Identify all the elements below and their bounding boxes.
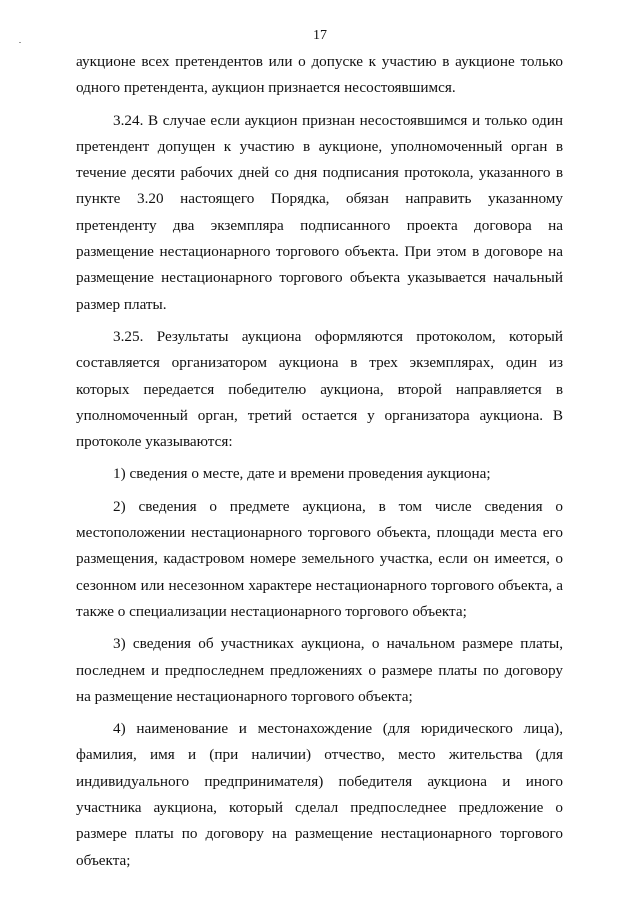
page-number: 17 [313, 28, 327, 43]
list-item-1: 1) сведения о месте, дате и времени проведения аукциона; [113, 465, 491, 483]
list-item-3: 3) сведения об участниках аукциона, о начальном размере платы, последнем и предпоследнем предложениях о размере платы по договору на размещение нестационарного торгового объекта; [76, 635, 563, 705]
paragraph-3-25: 3.25. Результаты аукциона оформляются протоколом, который составляется организатором аукциона в трех экземплярах, один из которых передается победителю аукциона, второй направляется в уполномоченный орган, третий остается у организатора аукциона. В протоколе указываются: [76, 327, 563, 451]
paragraph-3-24: 3.24. В случае если аукцион признан несостоявшимся и только один претендент допущен к участию в аукционе, уполномоченный орган в течение десяти рабочих дней со дня подписания протокола, указанного в пункте 3.20 настоящего Порядка, обязан направить указанному претенденту два экземпляра подписанного проекта договора на размещение нестационарного торгового объекта. При этом в договоре на размещение нестационарного торгового объекта указывается начальный размер платы. [76, 111, 563, 313]
list-item-4: 4) наименование и местонахождение (для юридического лица), фамилия, имя и (при наличии) отчество, место жительства (для индивидуального предпринимателя) победителя аукциона и иного участника аукциона, который сделал предпоследнее предложение о размере платы по договору на размещение нестационарного торгового объекта; [76, 720, 563, 869]
list-item-2: 2) сведения о предмете аукциона, в том числе сведения о местоположении нестационарного торгового объекта, площади места его размещения, кадастровом номере земельного участка, если он имеется, о сезонном или несезонном характере нестационарного торгового объекта, а также о специализации нестационарного торгового объекта; [76, 497, 563, 620]
paragraph-continuation: аукционе всех претендентов или о допуске к участию в аукционе только одного претендента, аукцион признается несостоявшимся. [76, 53, 563, 97]
document-body [76, 49, 563, 874]
